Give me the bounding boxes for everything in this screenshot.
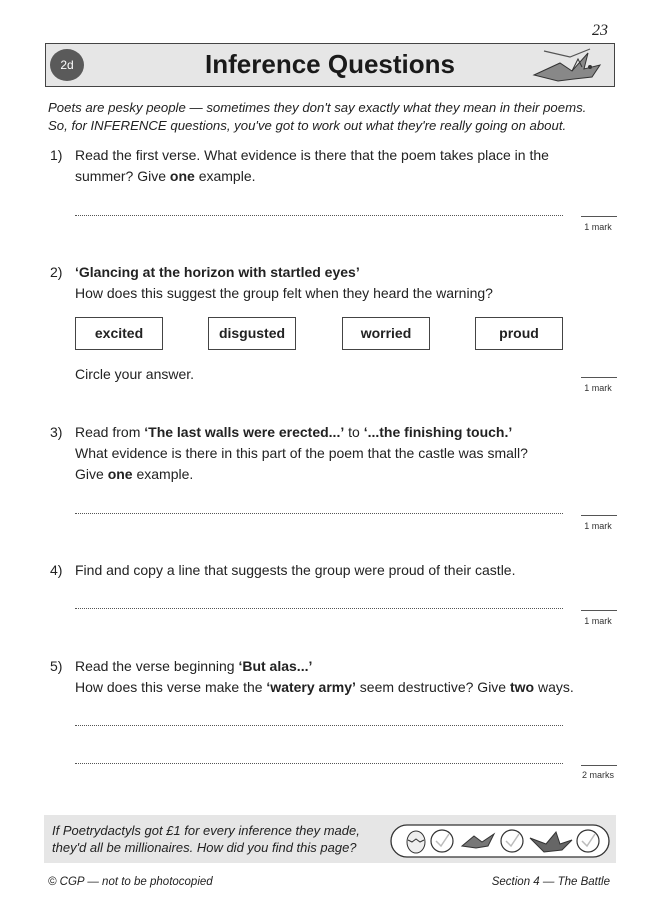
emphasis: one xyxy=(169,168,195,184)
text-part: ways. xyxy=(534,679,574,695)
question-line xyxy=(75,677,595,698)
text-part: summer? Give xyxy=(75,168,170,184)
feedback-line-1: If Poetrydactyls got £1 for every inference they made, xyxy=(52,823,360,838)
emphasis: two xyxy=(509,679,535,695)
option-disgusted[interactable]: disgusted xyxy=(208,317,296,350)
intro-text xyxy=(48,99,618,135)
question-3 xyxy=(0,422,660,488)
option-worried[interactable]: worried xyxy=(342,317,430,350)
question-text: Find and copy a line that suggests the group were proud of their castle. xyxy=(75,562,516,578)
question-4 xyxy=(0,560,660,582)
text-part: Give xyxy=(75,466,108,482)
question-2 xyxy=(0,262,660,312)
section-badge: 2d xyxy=(50,49,84,81)
answer-line[interactable] xyxy=(75,215,563,216)
intro-line-1: Poets are pesky people — sometimes they don't say exactly what they mean in their poems. xyxy=(48,100,587,115)
mark-line xyxy=(581,610,617,611)
question-line xyxy=(75,656,595,677)
option-proud[interactable]: proud xyxy=(475,317,563,350)
feedback-line-2: they'd all be millionaires. How did you find this page? xyxy=(52,840,357,855)
text-part: Read the verse beginning xyxy=(75,658,239,674)
mark-label: 1 mark xyxy=(584,616,612,626)
quote: ‘...the finishing touch.’ xyxy=(363,424,513,440)
mark-line xyxy=(581,216,617,217)
text-part: seem destructive? Give xyxy=(355,679,510,695)
question-number: 5) xyxy=(50,658,63,674)
copyright-notice: © CGP — not to be photocopied xyxy=(48,876,213,888)
quote: ‘Glancing at the horizon with startled eyes’ xyxy=(75,264,360,280)
self-rating-scale xyxy=(390,824,610,858)
question-number: 1) xyxy=(50,147,63,163)
question-text xyxy=(75,422,595,485)
question-number: 2) xyxy=(50,264,63,280)
text-part: example. xyxy=(132,466,194,482)
page-number: 23 xyxy=(592,22,608,39)
answer-line[interactable] xyxy=(75,725,563,726)
emphasis: one xyxy=(107,466,133,482)
question-line xyxy=(75,464,595,485)
text-part: How does this verse make the xyxy=(75,679,267,695)
text-part: example. xyxy=(194,168,256,184)
section-label: Section 4 — The Battle xyxy=(491,876,610,888)
question-5 xyxy=(0,656,660,700)
quote: ‘The last walls were erected...’ xyxy=(144,424,345,440)
mark-label: 1 mark xyxy=(584,222,612,232)
question-line: How does this suggest the group felt when they heard the warning? xyxy=(75,285,493,301)
instruction: Circle your answer. xyxy=(75,366,195,382)
answer-line[interactable] xyxy=(75,608,563,609)
option-excited[interactable]: excited xyxy=(75,317,163,350)
question-text xyxy=(75,262,595,304)
question-line: What evidence is there in this part of the poem that the castle was small? xyxy=(75,445,528,461)
question-number: 4) xyxy=(50,562,63,578)
mark-line xyxy=(581,765,617,766)
intro-line-2: So, for INFERENCE questions, you've got to work out what they're really going on about. xyxy=(48,118,567,133)
rating-circle-3[interactable] xyxy=(577,830,599,852)
page-title: Inference Questions xyxy=(205,49,455,79)
pterodactyl-illustration-icon xyxy=(530,45,612,87)
feedback-text xyxy=(52,822,392,856)
question-line xyxy=(75,166,595,187)
question-line xyxy=(75,422,595,443)
mark-line xyxy=(581,515,617,516)
quote: ‘But alas...’ xyxy=(238,658,313,674)
question-text xyxy=(75,656,595,698)
rating-circle-2[interactable] xyxy=(501,830,523,852)
answer-line[interactable] xyxy=(75,513,563,514)
question-text xyxy=(75,145,595,187)
mark-line xyxy=(581,377,617,378)
question-line: Read the first verse. What evidence is there that the poem takes place in the xyxy=(75,147,549,163)
rating-egg-icon xyxy=(407,831,425,853)
rating-circle-1[interactable] xyxy=(431,830,453,852)
answer-line[interactable] xyxy=(75,763,563,764)
text-part: to xyxy=(344,424,364,440)
mark-label: 1 mark xyxy=(584,383,612,393)
quote: ‘watery army’ xyxy=(266,679,356,695)
mark-label: 2 marks xyxy=(581,770,614,780)
question-1 xyxy=(0,145,660,195)
mark-label: 1 mark xyxy=(584,521,612,531)
text-part: Read from xyxy=(75,424,145,440)
question-number: 3) xyxy=(50,424,63,440)
